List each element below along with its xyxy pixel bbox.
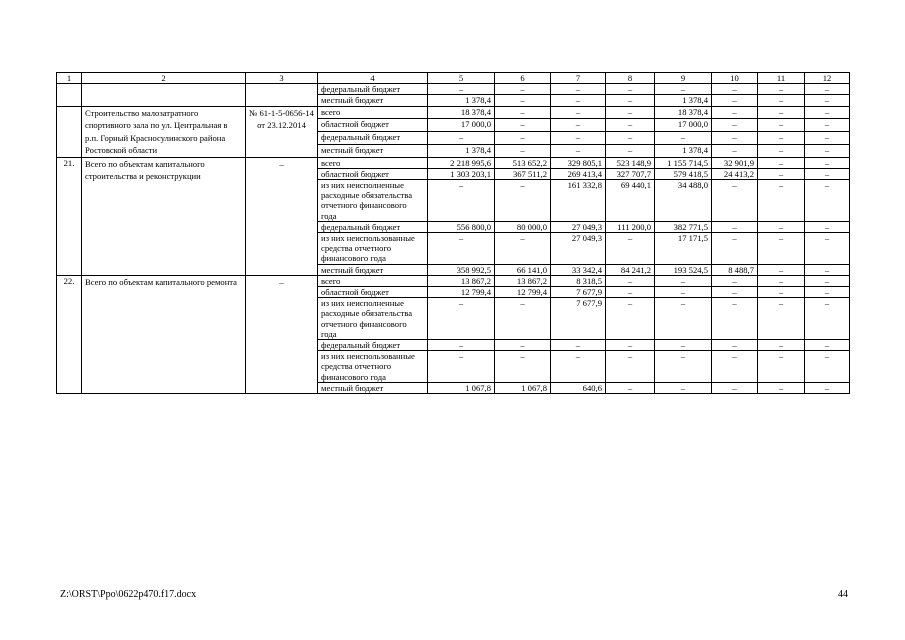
amount-cell: –	[495, 132, 551, 145]
amount-cell: –	[606, 382, 655, 393]
amount-cell: –	[495, 95, 551, 106]
funding-source: всего	[318, 157, 428, 168]
amount-cell: 33 342,4	[551, 264, 606, 275]
amount-cell: –	[805, 340, 850, 351]
amount-cell: –	[551, 351, 606, 383]
amount-cell: –	[428, 340, 495, 351]
amount-cell: 17 000,0	[655, 119, 712, 132]
amount-cell: 7 677,9	[551, 298, 606, 340]
document-reference: –	[246, 157, 318, 275]
amount-cell: –	[655, 298, 712, 340]
object-name	[82, 84, 246, 106]
amount-cell: –	[655, 275, 712, 286]
budget-table-body	[57, 73, 850, 394]
amount-cell: 24 413,2	[712, 168, 758, 179]
amount-cell: –	[551, 119, 606, 132]
amount-cell: –	[655, 351, 712, 383]
column-number: 7	[551, 73, 606, 84]
amount-cell: 382 771,5	[655, 221, 712, 232]
amount-cell: –	[712, 351, 758, 383]
amount-cell: –	[805, 95, 850, 106]
amount-cell: –	[805, 298, 850, 340]
row-number: 22.	[57, 275, 82, 393]
table-row	[57, 157, 850, 168]
funding-source: федеральный бюджет	[318, 84, 428, 95]
amount-cell: 34 488,0	[655, 180, 712, 222]
amount-cell: –	[805, 84, 850, 95]
amount-cell: –	[712, 340, 758, 351]
amount-cell: –	[712, 233, 758, 265]
amount-cell: –	[758, 144, 805, 157]
amount-cell: –	[551, 95, 606, 106]
amount-cell: 1 303 203,1	[428, 168, 495, 179]
amount-cell: –	[758, 119, 805, 132]
amount-cell: –	[805, 168, 850, 179]
amount-cell: –	[758, 106, 805, 119]
amount-cell: 2 218 995,6	[428, 157, 495, 168]
amount-cell: –	[495, 180, 551, 222]
amount-cell: –	[606, 132, 655, 145]
object-name: Строительство малозатратного спортивного зала по ул. Центральная в р.п. Горный Красносулинского района Ростовской области	[82, 106, 246, 157]
table-row	[57, 84, 850, 95]
amount-cell: –	[606, 287, 655, 298]
amount-cell: 13 867,2	[428, 275, 495, 286]
column-number: 8	[606, 73, 655, 84]
amount-cell: –	[495, 233, 551, 265]
amount-cell: –	[428, 132, 495, 145]
amount-cell: –	[758, 382, 805, 393]
table-row	[57, 106, 850, 119]
amount-cell: –	[551, 144, 606, 157]
amount-cell: –	[495, 351, 551, 383]
amount-cell: –	[805, 287, 850, 298]
amount-cell: 8 488,7	[712, 264, 758, 275]
amount-cell: 84 241,2	[606, 264, 655, 275]
amount-cell: –	[495, 340, 551, 351]
amount-cell: 327 707,7	[606, 168, 655, 179]
amount-cell: –	[712, 180, 758, 222]
amount-cell: 1 067,8	[428, 382, 495, 393]
amount-cell: 1 067,8	[495, 382, 551, 393]
column-number: 1	[57, 73, 82, 84]
amount-cell: 193 524,5	[655, 264, 712, 275]
amount-cell: 513 652,2	[495, 157, 551, 168]
funding-source: федеральный бюджет	[318, 132, 428, 145]
funding-source: областной бюджет	[318, 287, 428, 298]
amount-cell: –	[758, 351, 805, 383]
amount-cell: 329 805,1	[551, 157, 606, 168]
amount-cell: –	[712, 119, 758, 132]
amount-cell: –	[428, 351, 495, 383]
amount-cell: 579 418,5	[655, 168, 712, 179]
column-number: 11	[758, 73, 805, 84]
amount-cell: –	[606, 106, 655, 119]
amount-cell: 18 378,4	[655, 106, 712, 119]
funding-source: областной бюджет	[318, 119, 428, 132]
amount-cell: 640,6	[551, 382, 606, 393]
funding-source: местный бюджет	[318, 264, 428, 275]
amount-cell: –	[606, 298, 655, 340]
amount-cell: –	[606, 233, 655, 265]
funding-source: федеральный бюджет	[318, 340, 428, 351]
amount-cell: –	[551, 106, 606, 119]
amount-cell: 111 200,0	[606, 221, 655, 232]
amount-cell: 80 000,0	[495, 221, 551, 232]
amount-cell: –	[758, 84, 805, 95]
funding-source: областной бюджет	[318, 168, 428, 179]
amount-cell: 7 677,9	[551, 287, 606, 298]
amount-cell: –	[606, 84, 655, 95]
amount-cell: –	[495, 298, 551, 340]
amount-cell: –	[712, 275, 758, 286]
amount-cell: 27 049,3	[551, 221, 606, 232]
amount-cell: 12 799,4	[495, 287, 551, 298]
funding-source: всего	[318, 275, 428, 286]
amount-cell: –	[495, 106, 551, 119]
amount-cell: –	[606, 340, 655, 351]
amount-cell: –	[805, 157, 850, 168]
row-number: 21.	[57, 157, 82, 275]
amount-cell: 17 000,0	[428, 119, 495, 132]
amount-cell: –	[805, 106, 850, 119]
amount-cell: 17 171,5	[655, 233, 712, 265]
amount-cell: –	[655, 382, 712, 393]
row-number	[57, 106, 82, 157]
amount-cell: 69 440,1	[606, 180, 655, 222]
amount-cell: 1 378,4	[428, 95, 495, 106]
amount-cell: 556 800,0	[428, 221, 495, 232]
amount-cell: –	[712, 144, 758, 157]
amount-cell: –	[805, 119, 850, 132]
amount-cell: –	[712, 221, 758, 232]
amount-cell: –	[606, 144, 655, 157]
funding-source: местный бюджет	[318, 144, 428, 157]
amount-cell: –	[758, 287, 805, 298]
document-reference	[246, 84, 318, 106]
amount-cell: 1 378,4	[655, 95, 712, 106]
amount-cell: –	[712, 287, 758, 298]
funding-source: местный бюджет	[318, 95, 428, 106]
funding-source: федеральный бюджет	[318, 221, 428, 232]
column-number: 10	[712, 73, 758, 84]
table-row	[57, 275, 850, 286]
funding-source: из них неиспользованные средства отчетного финансового года	[318, 351, 428, 383]
amount-cell: –	[428, 298, 495, 340]
amount-cell: –	[805, 264, 850, 275]
funding-source: местный бюджет	[318, 382, 428, 393]
amount-cell: –	[655, 340, 712, 351]
amount-cell: –	[758, 132, 805, 145]
column-number: 5	[428, 73, 495, 84]
amount-cell: –	[758, 275, 805, 286]
amount-cell: 27 049,3	[551, 233, 606, 265]
amount-cell: –	[758, 340, 805, 351]
amount-cell: –	[805, 351, 850, 383]
amount-cell: 1 378,4	[655, 144, 712, 157]
column-number: 4	[318, 73, 428, 84]
document-reference: –	[246, 275, 318, 393]
amount-cell: –	[758, 95, 805, 106]
budget-table	[56, 72, 850, 394]
amount-cell: 1 155 714,5	[655, 157, 712, 168]
amount-cell: –	[712, 298, 758, 340]
funding-source: из них неиспользованные средства отчетного финансового года	[318, 233, 428, 265]
amount-cell: 161 332,8	[551, 180, 606, 222]
column-number: 6	[495, 73, 551, 84]
amount-cell: –	[805, 275, 850, 286]
amount-cell: 8 318,5	[551, 275, 606, 286]
amount-cell: 1 378,4	[428, 144, 495, 157]
amount-cell: –	[428, 233, 495, 265]
amount-cell: –	[758, 264, 805, 275]
amount-cell: 32 901,9	[712, 157, 758, 168]
amount-cell: –	[805, 180, 850, 222]
amount-cell: –	[758, 233, 805, 265]
amount-cell: –	[428, 180, 495, 222]
amount-cell: –	[805, 132, 850, 145]
amount-cell: 358 992,5	[428, 264, 495, 275]
amount-cell: –	[606, 275, 655, 286]
amount-cell: –	[551, 340, 606, 351]
column-number: 3	[246, 73, 318, 84]
amount-cell: –	[606, 351, 655, 383]
amount-cell: –	[712, 95, 758, 106]
column-number: 12	[805, 73, 850, 84]
amount-cell: 66 141,0	[495, 264, 551, 275]
column-number-row	[57, 73, 850, 84]
amount-cell: –	[758, 157, 805, 168]
amount-cell: –	[495, 84, 551, 95]
amount-cell: –	[805, 144, 850, 157]
amount-cell: –	[551, 132, 606, 145]
funding-source: из них неисполненные расходные обязательства отчетного финансового года	[318, 180, 428, 222]
document-reference: № 61-1-5-0656-14 от 23.12.2014	[246, 106, 318, 157]
amount-cell: –	[551, 84, 606, 95]
amount-cell: –	[428, 84, 495, 95]
amount-cell: –	[712, 84, 758, 95]
column-number: 9	[655, 73, 712, 84]
amount-cell: –	[758, 180, 805, 222]
amount-cell: 12 799,4	[428, 287, 495, 298]
amount-cell: 367 511,2	[495, 168, 551, 179]
amount-cell: –	[758, 298, 805, 340]
amount-cell: –	[758, 221, 805, 232]
object-name: Всего по объектам капитального строительства и реконструкции	[82, 157, 246, 275]
amount-cell: –	[606, 95, 655, 106]
amount-cell: –	[495, 119, 551, 132]
amount-cell: –	[655, 287, 712, 298]
object-name: Всего по объектам капитального ремонта	[82, 275, 246, 393]
amount-cell: –	[655, 132, 712, 145]
amount-cell: –	[805, 382, 850, 393]
amount-cell: –	[655, 84, 712, 95]
amount-cell: 269 413,4	[551, 168, 606, 179]
amount-cell: –	[712, 382, 758, 393]
funding-source: из них неисполненные расходные обязательства отчетного финансового года	[318, 298, 428, 340]
amount-cell: 18 378,4	[428, 106, 495, 119]
amount-cell: –	[712, 132, 758, 145]
column-number: 2	[82, 73, 246, 84]
amount-cell: 523 148,9	[606, 157, 655, 168]
row-number	[57, 84, 82, 106]
amount-cell: 13 867,2	[495, 275, 551, 286]
amount-cell: –	[805, 233, 850, 265]
document-file-path: Z:\ORST\Ppo\0622p470.f17.docx	[60, 589, 197, 600]
amount-cell: –	[805, 221, 850, 232]
page-number: 44	[838, 589, 848, 600]
amount-cell: –	[606, 119, 655, 132]
amount-cell: –	[495, 144, 551, 157]
amount-cell: –	[758, 168, 805, 179]
amount-cell: –	[712, 106, 758, 119]
funding-source: всего	[318, 106, 428, 119]
